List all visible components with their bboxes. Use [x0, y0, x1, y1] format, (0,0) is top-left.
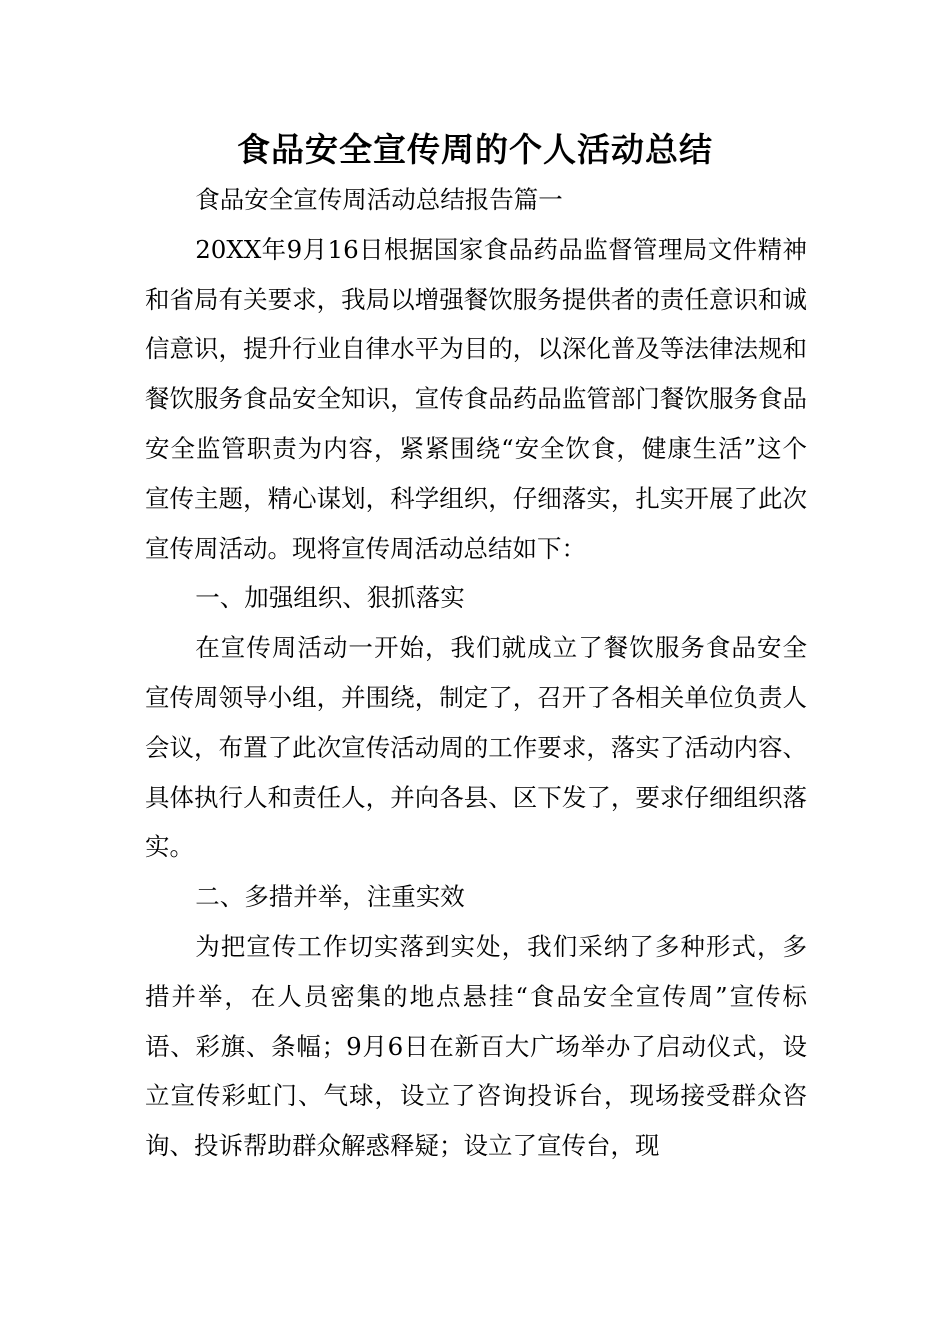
section-heading: 二、多措并举，注重实效	[195, 882, 465, 912]
section-heading: 一、加强组织、狠抓落实	[195, 583, 465, 613]
document-body	[145, 175, 807, 1171]
section-heading: 食品安全宣传周活动总结报告篇一	[195, 185, 563, 214]
body-paragraph: 在宣传周活动一开始，我们就成立了餐饮服务食品安全宣传周领导小组，并围绕，制定了，召开了各相关单位负责人会议，布置了此次宣传活动周的工作要求，落实了活动内容、具体执行人和责任人，并向各县、区下发了，要求仔细组织落实。	[145, 633, 807, 862]
body-paragraph: 20XX年9月16日根据国家食品药品监督管理局文件精神和省局有关要求，我局以增强餐饮服务提供者的责任意识和诚信意识，提升行业自律水平为目的，以深化普及等法律法规和餐饮服务食品安全知识，宣传食品药品监管部门餐饮服务食品安全监管职责为内容，紧紧围绕“安全饮食，健康生活”这个宣传主题，精心谋划，科学组织，仔细落实，扎实开展了此次宣传周活动。现将宣传周活动总结如下：	[145, 234, 807, 563]
body-paragraph: 为把宣传工作切实落到实处，我们采纳了多种形式，多措并举，在人员密集的地点悬挂“食品安全宣传周”宣传标语、彩旗、条幅；9月6日在新百大广场举办了启动仪式，设立宣传彩虹门、气球，设立了咨询投诉台，现场接受群众咨询、投诉帮助群众解惑释疑；设立了宣传台，现	[145, 931, 807, 1161]
document-title: 食品安全宣传周的个人活动总结	[237, 130, 713, 169]
